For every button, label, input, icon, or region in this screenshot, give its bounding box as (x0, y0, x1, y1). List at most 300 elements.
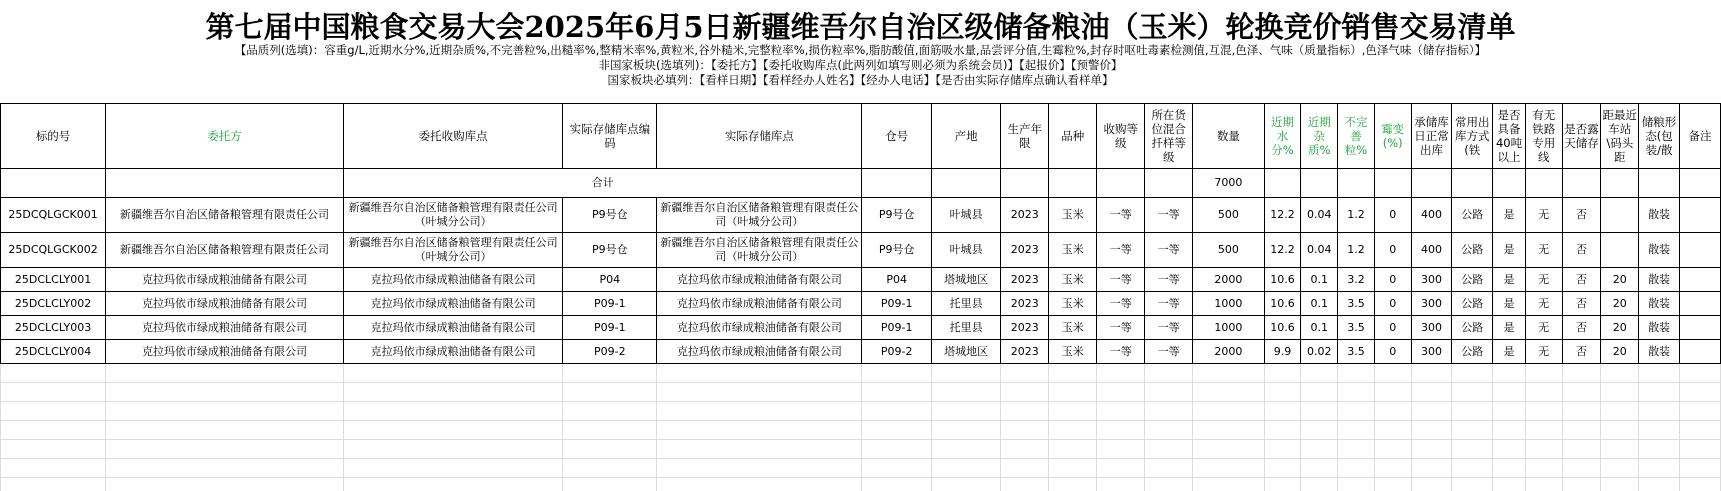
empty-cell[interactable] (563, 364, 657, 383)
table-cell[interactable] (1679, 316, 1720, 340)
empty-cell[interactable] (1301, 383, 1338, 402)
empty-cell[interactable] (1452, 478, 1493, 491)
empty-cell[interactable] (1601, 421, 1639, 440)
column-header[interactable]: 霉变(%) (1374, 104, 1411, 169)
total-cell[interactable] (1001, 169, 1049, 198)
table-cell[interactable]: P09-2 (563, 340, 657, 364)
table-cell[interactable]: P04 (862, 268, 931, 292)
empty-cell[interactable] (106, 402, 344, 421)
total-quantity[interactable]: 7000 (1193, 169, 1264, 198)
empty-cell[interactable] (1374, 383, 1411, 402)
table-cell[interactable]: 散装 (1639, 316, 1680, 340)
table-cell[interactable]: 一等 (1145, 316, 1193, 340)
table-cell[interactable]: 2023 (1001, 340, 1049, 364)
empty-cell[interactable] (1562, 383, 1601, 402)
empty-cell[interactable] (1452, 440, 1493, 459)
table-cell[interactable]: 0 (1374, 316, 1411, 340)
table-cell[interactable]: 公路 (1452, 233, 1493, 268)
column-header[interactable]: 储粮形态(包装/散 (1639, 104, 1680, 169)
empty-cell[interactable] (1049, 402, 1097, 421)
empty-cell[interactable] (1639, 364, 1680, 383)
table-cell[interactable]: 公路 (1452, 340, 1493, 364)
empty-cell[interactable] (1411, 402, 1452, 421)
table-cell[interactable]: 克拉玛依市绿成粮油储备有限公司 (106, 292, 344, 316)
empty-cell[interactable] (1145, 364, 1193, 383)
table-cell[interactable]: 是 (1493, 292, 1526, 316)
table-cell[interactable]: 托里县 (931, 292, 1000, 316)
table-cell[interactable]: 25DCLCLY002 (1, 292, 106, 316)
column-header[interactable]: 近期杂质% (1301, 104, 1338, 169)
table-cell[interactable]: 新疆维吾尔自治区储备粮管理有限责任公司 (106, 233, 344, 268)
empty-cell[interactable] (1145, 440, 1193, 459)
empty-cell[interactable] (1679, 421, 1720, 440)
table-cell[interactable]: 0.04 (1301, 233, 1338, 268)
empty-cell[interactable] (1562, 478, 1601, 491)
empty-cell[interactable] (1601, 364, 1639, 383)
empty-cell[interactable] (1639, 459, 1680, 478)
table-cell[interactable]: 玉米 (1049, 292, 1097, 316)
table-cell[interactable]: 9.9 (1264, 340, 1301, 364)
table-cell[interactable]: 无 (1525, 292, 1562, 316)
empty-cell[interactable] (343, 364, 562, 383)
empty-cell[interactable] (1049, 459, 1097, 478)
empty-cell[interactable] (343, 383, 562, 402)
table-cell[interactable]: 克拉玛依市绿成粮油储备有限公司 (657, 292, 862, 316)
column-header[interactable]: 仓号 (862, 104, 931, 169)
empty-cell[interactable] (657, 364, 862, 383)
table-cell[interactable]: 1.2 (1338, 233, 1375, 268)
empty-cell[interactable] (1145, 402, 1193, 421)
table-cell[interactable] (1679, 340, 1720, 364)
total-cell[interactable] (106, 169, 344, 198)
total-cell[interactable] (1525, 169, 1562, 198)
table-cell[interactable]: 克拉玛依市绿成粮油储备有限公司 (106, 268, 344, 292)
empty-cell[interactable] (1001, 402, 1049, 421)
empty-cell[interactable] (1264, 383, 1301, 402)
empty-cell[interactable] (1301, 440, 1338, 459)
empty-cell[interactable] (1493, 383, 1526, 402)
empty-cell[interactable] (1601, 459, 1639, 478)
empty-cell[interactable] (1679, 364, 1720, 383)
empty-cell[interactable] (862, 459, 931, 478)
empty-cell[interactable] (1, 364, 106, 383)
empty-cell[interactable] (1001, 383, 1049, 402)
table-cell[interactable]: 2023 (1001, 268, 1049, 292)
table-cell[interactable]: 2023 (1001, 233, 1049, 268)
empty-cell[interactable] (1493, 459, 1526, 478)
table-cell[interactable]: 散装 (1639, 268, 1680, 292)
table-cell[interactable]: 克拉玛依市绿成粮油储备有限公司 (106, 340, 344, 364)
empty-cell[interactable] (1193, 402, 1264, 421)
table-cell[interactable]: 新疆维吾尔自治区储备粮管理有限责任公司（叶城分公司） (343, 198, 562, 233)
empty-cell[interactable] (1301, 421, 1338, 440)
table-cell[interactable]: 20 (1601, 268, 1639, 292)
table-cell[interactable]: P9号仓 (862, 233, 931, 268)
table-cell[interactable]: 10.6 (1264, 316, 1301, 340)
empty-cell[interactable] (1, 421, 106, 440)
column-header[interactable]: 实际存储库点 (657, 104, 862, 169)
empty-cell[interactable] (1639, 421, 1680, 440)
empty-cell[interactable] (1525, 478, 1562, 491)
table-cell[interactable]: 2023 (1001, 292, 1049, 316)
empty-cell[interactable] (1264, 402, 1301, 421)
empty-cell[interactable] (1493, 421, 1526, 440)
table-cell[interactable]: 公路 (1452, 316, 1493, 340)
table-cell[interactable]: 300 (1411, 268, 1452, 292)
empty-cell[interactable] (862, 421, 931, 440)
table-cell[interactable]: 10.6 (1264, 292, 1301, 316)
column-header[interactable]: 收购等级 (1097, 104, 1145, 169)
table-cell[interactable]: 克拉玛依市绿成粮油储备有限公司 (343, 268, 562, 292)
empty-cell[interactable] (1525, 459, 1562, 478)
table-cell[interactable]: 叶城县 (931, 198, 1000, 233)
empty-cell[interactable] (1562, 421, 1601, 440)
empty-cell[interactable] (1601, 478, 1639, 491)
empty-cell[interactable] (657, 402, 862, 421)
table-cell[interactable]: 新疆维吾尔自治区储备粮管理有限责任公司（叶城分公司） (343, 233, 562, 268)
table-cell[interactable]: 0 (1374, 292, 1411, 316)
table-cell[interactable]: 散装 (1639, 198, 1680, 233)
empty-cell[interactable] (1193, 440, 1264, 459)
table-cell[interactable]: 散装 (1639, 292, 1680, 316)
empty-cell[interactable] (106, 421, 344, 440)
empty-cell[interactable] (563, 478, 657, 491)
table-cell[interactable]: 400 (1411, 198, 1452, 233)
total-cell[interactable] (1049, 169, 1097, 198)
empty-cell[interactable] (1525, 383, 1562, 402)
table-cell[interactable]: 0.1 (1301, 316, 1338, 340)
empty-cell[interactable] (1049, 421, 1097, 440)
empty-cell[interactable] (1001, 440, 1049, 459)
table-cell[interactable]: 一等 (1097, 233, 1145, 268)
empty-cell[interactable] (862, 478, 931, 491)
table-cell[interactable]: 克拉玛依市绿成粮油储备有限公司 (106, 316, 344, 340)
empty-cell[interactable] (1679, 459, 1720, 478)
total-cell[interactable] (1601, 169, 1639, 198)
empty-cell[interactable] (1, 383, 106, 402)
empty-cell[interactable] (1049, 383, 1097, 402)
total-cell[interactable] (1145, 169, 1193, 198)
empty-cell[interactable] (1493, 478, 1526, 491)
empty-cell[interactable] (1049, 364, 1097, 383)
column-header[interactable]: 不完善粒% (1338, 104, 1375, 169)
empty-cell[interactable] (1374, 421, 1411, 440)
empty-cell[interactable] (1193, 459, 1264, 478)
table-cell[interactable]: 0 (1374, 268, 1411, 292)
empty-cell[interactable] (1562, 402, 1601, 421)
table-cell[interactable]: 玉米 (1049, 340, 1097, 364)
empty-cell[interactable] (1639, 402, 1680, 421)
table-cell[interactable]: P09-1 (862, 316, 931, 340)
table-cell[interactable]: 否 (1562, 340, 1601, 364)
empty-cell[interactable] (1452, 421, 1493, 440)
empty-cell[interactable] (1374, 440, 1411, 459)
table-cell[interactable]: P04 (563, 268, 657, 292)
total-cell[interactable] (1, 169, 106, 198)
table-cell[interactable]: 克拉玛依市绿成粮油储备有限公司 (343, 292, 562, 316)
table-cell[interactable]: 一等 (1097, 198, 1145, 233)
empty-cell[interactable] (563, 383, 657, 402)
empty-cell[interactable] (657, 478, 862, 491)
empty-cell[interactable] (1411, 421, 1452, 440)
empty-cell[interactable] (106, 478, 344, 491)
table-cell[interactable]: 克拉玛依市绿成粮油储备有限公司 (343, 316, 562, 340)
table-cell[interactable]: 一等 (1097, 268, 1145, 292)
table-cell[interactable]: 是 (1493, 316, 1526, 340)
empty-cell[interactable] (1301, 478, 1338, 491)
table-cell[interactable]: 10.6 (1264, 268, 1301, 292)
empty-cell[interactable] (1525, 402, 1562, 421)
table-cell[interactable]: 12.2 (1264, 233, 1301, 268)
table-cell[interactable]: 20 (1601, 316, 1639, 340)
empty-cell[interactable] (1338, 478, 1375, 491)
column-header[interactable]: 距最近车站\码头距 (1601, 104, 1639, 169)
empty-cell[interactable] (1301, 459, 1338, 478)
empty-cell[interactable] (931, 440, 1000, 459)
empty-cell[interactable] (1411, 364, 1452, 383)
empty-cell[interactable] (1145, 459, 1193, 478)
empty-cell[interactable] (931, 383, 1000, 402)
empty-cell[interactable] (1601, 383, 1639, 402)
empty-cell[interactable] (1338, 364, 1375, 383)
total-cell[interactable] (1411, 169, 1452, 198)
table-cell[interactable]: 300 (1411, 316, 1452, 340)
empty-cell[interactable] (1452, 364, 1493, 383)
table-cell[interactable]: 2023 (1001, 198, 1049, 233)
table-cell[interactable]: 2023 (1001, 316, 1049, 340)
column-header[interactable]: 委托方 (106, 104, 344, 169)
empty-cell[interactable] (1193, 364, 1264, 383)
table-cell[interactable]: P9号仓 (563, 233, 657, 268)
table-cell[interactable]: 0.1 (1301, 292, 1338, 316)
table-cell[interactable]: 0.1 (1301, 268, 1338, 292)
column-header[interactable]: 产地 (931, 104, 1000, 169)
table-cell[interactable]: 塔城地区 (931, 268, 1000, 292)
empty-cell[interactable] (1562, 440, 1601, 459)
table-cell[interactable]: 无 (1525, 316, 1562, 340)
total-cell[interactable] (1301, 169, 1338, 198)
empty-cell[interactable] (931, 402, 1000, 421)
table-cell[interactable]: 2000 (1193, 268, 1264, 292)
table-cell[interactable] (1679, 268, 1720, 292)
empty-cell[interactable] (1525, 364, 1562, 383)
table-cell[interactable]: 公路 (1452, 268, 1493, 292)
empty-cell[interactable] (1374, 364, 1411, 383)
empty-cell[interactable] (1338, 459, 1375, 478)
empty-cell[interactable] (931, 478, 1000, 491)
empty-cell[interactable] (1264, 478, 1301, 491)
empty-cell[interactable] (931, 459, 1000, 478)
column-header[interactable]: 数量 (1193, 104, 1264, 169)
empty-cell[interactable] (1679, 383, 1720, 402)
empty-cell[interactable] (563, 402, 657, 421)
table-cell[interactable]: 无 (1525, 233, 1562, 268)
empty-cell[interactable] (1097, 421, 1145, 440)
table-cell[interactable]: 玉米 (1049, 316, 1097, 340)
column-header[interactable]: 标的号 (1, 104, 106, 169)
table-cell[interactable]: 400 (1411, 233, 1452, 268)
table-cell[interactable]: 一等 (1097, 292, 1145, 316)
table-cell[interactable] (1679, 292, 1720, 316)
column-header[interactable]: 实际存储库点编码 (563, 104, 657, 169)
table-cell[interactable]: 否 (1562, 316, 1601, 340)
table-cell[interactable]: 新疆维吾尔自治区储备粮管理有限责任公司（叶城分公司） (657, 198, 862, 233)
column-header[interactable]: 所在货位混合扦样等级 (1145, 104, 1193, 169)
table-cell[interactable] (1601, 198, 1639, 233)
empty-cell[interactable] (1601, 440, 1639, 459)
empty-cell[interactable] (1452, 383, 1493, 402)
table-cell[interactable]: 无 (1525, 340, 1562, 364)
table-cell[interactable]: 12.2 (1264, 198, 1301, 233)
empty-cell[interactable] (1452, 459, 1493, 478)
empty-cell[interactable] (1301, 402, 1338, 421)
column-header[interactable]: 备注 (1679, 104, 1720, 169)
table-cell[interactable]: P09-1 (862, 292, 931, 316)
empty-cell[interactable] (1001, 459, 1049, 478)
table-cell[interactable]: 一等 (1145, 233, 1193, 268)
total-cell[interactable] (1679, 169, 1720, 198)
table-cell[interactable]: P09-1 (563, 316, 657, 340)
empty-cell[interactable] (1493, 364, 1526, 383)
empty-cell[interactable] (1411, 459, 1452, 478)
total-cell[interactable] (1452, 169, 1493, 198)
total-cell[interactable] (1097, 169, 1145, 198)
empty-cell[interactable] (1145, 478, 1193, 491)
table-cell[interactable]: 否 (1562, 268, 1601, 292)
empty-cell[interactable] (343, 421, 562, 440)
column-header[interactable]: 常用出库方式(铁 (1452, 104, 1493, 169)
table-cell[interactable]: 散装 (1639, 340, 1680, 364)
column-header[interactable]: 有无铁路专用线 (1525, 104, 1562, 169)
empty-cell[interactable] (1193, 421, 1264, 440)
empty-cell[interactable] (1001, 421, 1049, 440)
table-cell[interactable]: 3.2 (1338, 268, 1375, 292)
table-cell[interactable]: 一等 (1097, 316, 1145, 340)
empty-cell[interactable] (1, 478, 106, 491)
empty-cell[interactable] (563, 459, 657, 478)
empty-cell[interactable] (1639, 478, 1680, 491)
table-cell[interactable]: 否 (1562, 198, 1601, 233)
empty-cell[interactable] (862, 402, 931, 421)
column-header[interactable]: 品种 (1049, 104, 1097, 169)
empty-cell[interactable] (1411, 440, 1452, 459)
table-cell[interactable]: P9号仓 (563, 198, 657, 233)
table-cell[interactable]: 25DCQLGCK001 (1, 198, 106, 233)
column-header[interactable]: 承储库日正常出库 (1411, 104, 1452, 169)
table-cell[interactable]: 0 (1374, 233, 1411, 268)
empty-cell[interactable] (563, 421, 657, 440)
empty-cell[interactable] (1601, 402, 1639, 421)
empty-cell[interactable] (1374, 478, 1411, 491)
total-cell[interactable] (1374, 169, 1411, 198)
table-cell[interactable]: 一等 (1145, 340, 1193, 364)
table-cell[interactable]: 托里县 (931, 316, 1000, 340)
table-cell[interactable]: 20 (1601, 292, 1639, 316)
empty-cell[interactable] (1338, 402, 1375, 421)
table-cell[interactable] (1601, 233, 1639, 268)
empty-cell[interactable] (106, 459, 344, 478)
table-cell[interactable]: 0.02 (1301, 340, 1338, 364)
total-cell[interactable] (1639, 169, 1680, 198)
empty-cell[interactable] (106, 383, 344, 402)
empty-cell[interactable] (657, 421, 862, 440)
empty-cell[interactable] (931, 364, 1000, 383)
empty-cell[interactable] (657, 383, 862, 402)
empty-cell[interactable] (1679, 440, 1720, 459)
table-cell[interactable]: 克拉玛依市绿成粮油储备有限公司 (657, 268, 862, 292)
empty-cell[interactable] (931, 421, 1000, 440)
empty-cell[interactable] (1338, 421, 1375, 440)
table-cell[interactable]: 3.5 (1338, 316, 1375, 340)
empty-cell[interactable] (1264, 364, 1301, 383)
empty-cell[interactable] (343, 459, 562, 478)
empty-cell[interactable] (1374, 459, 1411, 478)
table-cell[interactable]: 新疆维吾尔自治区储备粮管理有限责任公司 (106, 198, 344, 233)
empty-cell[interactable] (862, 440, 931, 459)
table-cell[interactable]: 是 (1493, 268, 1526, 292)
table-cell[interactable]: 叶城县 (931, 233, 1000, 268)
table-cell[interactable]: 25DCLCLY004 (1, 340, 106, 364)
empty-cell[interactable] (862, 383, 931, 402)
empty-cell[interactable] (1301, 364, 1338, 383)
table-cell[interactable]: 一等 (1145, 198, 1193, 233)
empty-cell[interactable] (1562, 459, 1601, 478)
empty-cell[interactable] (1049, 478, 1097, 491)
empty-cell[interactable] (1679, 402, 1720, 421)
empty-cell[interactable] (1338, 440, 1375, 459)
table-cell[interactable] (1679, 233, 1720, 268)
empty-cell[interactable] (343, 402, 562, 421)
table-cell[interactable]: 是 (1493, 340, 1526, 364)
empty-cell[interactable] (1338, 383, 1375, 402)
empty-cell[interactable] (1493, 402, 1526, 421)
empty-cell[interactable] (1639, 440, 1680, 459)
empty-cell[interactable] (1562, 364, 1601, 383)
table-cell[interactable]: 300 (1411, 340, 1452, 364)
table-cell[interactable]: 25DCQLGCK002 (1, 233, 106, 268)
total-cell[interactable] (1338, 169, 1375, 198)
empty-cell[interactable] (1452, 402, 1493, 421)
table-cell[interactable]: 玉米 (1049, 233, 1097, 268)
table-cell[interactable]: 公路 (1452, 292, 1493, 316)
empty-cell[interactable] (1145, 383, 1193, 402)
empty-cell[interactable] (862, 364, 931, 383)
empty-cell[interactable] (1679, 478, 1720, 491)
table-cell[interactable]: 500 (1193, 233, 1264, 268)
empty-cell[interactable] (1264, 459, 1301, 478)
empty-cell[interactable] (1097, 402, 1145, 421)
empty-cell[interactable] (563, 440, 657, 459)
table-cell[interactable]: 公路 (1452, 198, 1493, 233)
table-cell[interactable]: 一等 (1097, 340, 1145, 364)
empty-cell[interactable] (1264, 440, 1301, 459)
empty-cell[interactable] (1193, 383, 1264, 402)
empty-cell[interactable] (1411, 383, 1452, 402)
empty-cell[interactable] (343, 478, 562, 491)
empty-cell[interactable] (1097, 478, 1145, 491)
empty-cell[interactable] (343, 440, 562, 459)
table-cell[interactable]: 无 (1525, 268, 1562, 292)
table-cell[interactable]: 1.2 (1338, 198, 1375, 233)
table-cell[interactable]: P9号仓 (862, 198, 931, 233)
empty-cell[interactable] (1639, 383, 1680, 402)
table-cell[interactable]: 0 (1374, 340, 1411, 364)
empty-cell[interactable] (1097, 459, 1145, 478)
empty-cell[interactable] (106, 364, 344, 383)
table-cell[interactable]: 新疆维吾尔自治区储备粮管理有限责任公司（叶城分公司） (657, 233, 862, 268)
table-cell[interactable]: 1000 (1193, 292, 1264, 316)
table-cell[interactable]: 300 (1411, 292, 1452, 316)
